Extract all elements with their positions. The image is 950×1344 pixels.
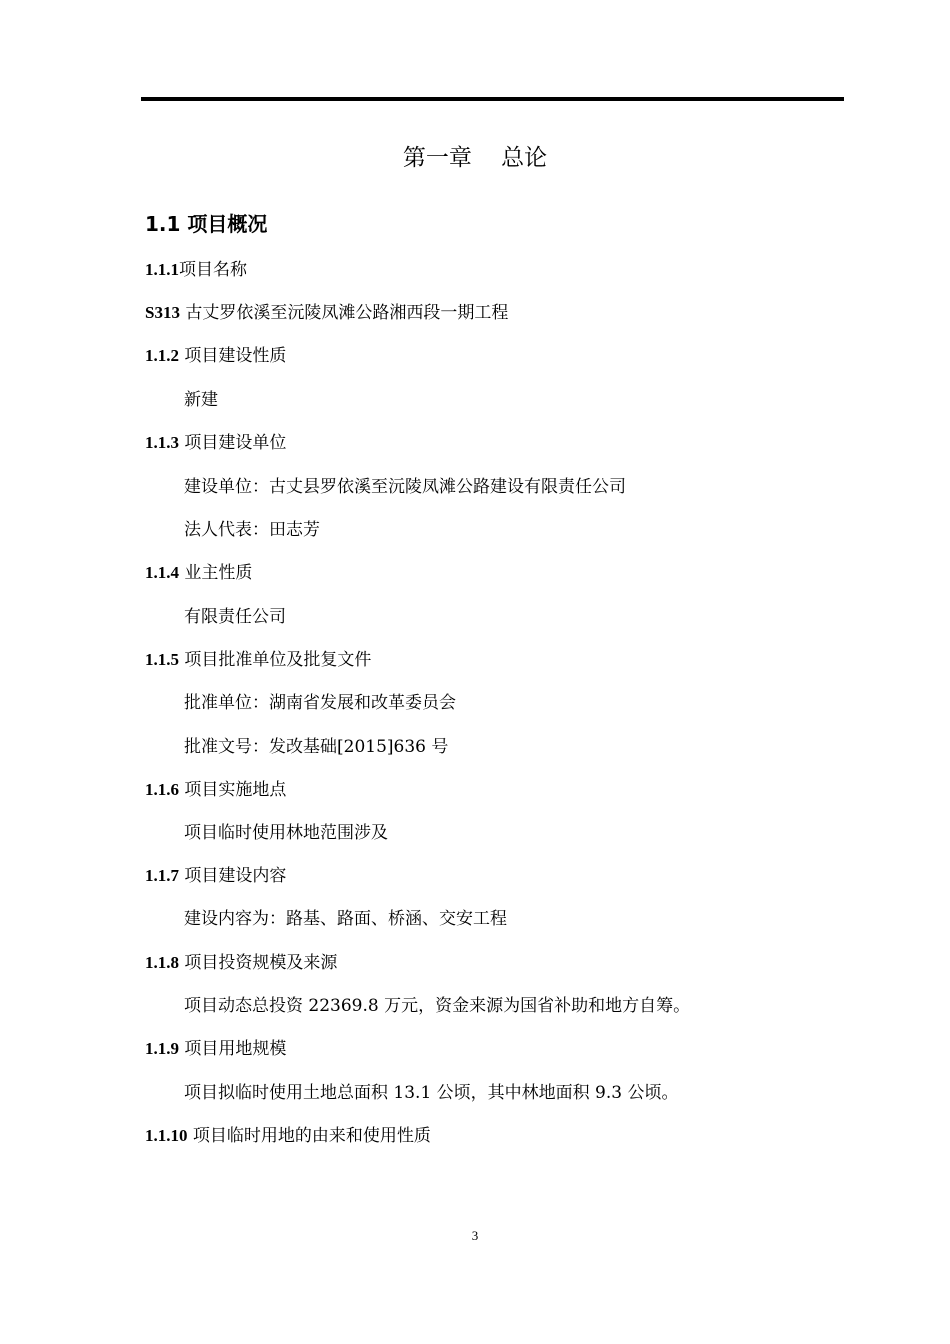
- owner-nature-text: 有限责任公司: [184, 607, 286, 627]
- project-name-line: [145, 300, 508, 326]
- subsection-number: 1.1.8: [145, 953, 179, 972]
- subsection-heading-1-1-9: [145, 1036, 286, 1062]
- subsection-label: 业主性质: [179, 563, 253, 583]
- subsection-number: 1.1.9: [145, 1039, 179, 1058]
- subsection-number: 1.1.10: [145, 1126, 188, 1145]
- subsection-label: 项目建设内容: [179, 866, 287, 886]
- subsection-label: 项目实施地点: [179, 780, 287, 800]
- construction-nature-text: 新建: [184, 390, 218, 410]
- subsection-label: 项目建设性质: [179, 346, 287, 366]
- land-scale-text: 项目拟临时使用土地总面积 13.1 公顷，其中林地面积 9.3 公顷。: [184, 1083, 679, 1103]
- subsection-heading-1-1-2: [145, 343, 286, 369]
- subsection-number: 1.1.3: [145, 433, 179, 452]
- header-rule: [141, 97, 844, 101]
- subsection-heading-1-1-3: [145, 430, 286, 456]
- legal-representative-text: 法人代表：田志芳: [184, 520, 320, 540]
- project-name: 古丈罗依溪至沅陵凤滩公路湘西段一期工程: [179, 303, 509, 323]
- subsection-heading-1-1-7: [145, 863, 286, 889]
- subsection-heading-1-1-1: [145, 257, 247, 283]
- subsection-number: 1.1.6: [145, 780, 179, 799]
- subsection-heading-1-1-4: [145, 560, 252, 586]
- project-location-text: 项目临时使用林地范围涉及: [184, 823, 388, 843]
- route-code: S313: [145, 303, 180, 322]
- subsection-label: 项目名称: [179, 260, 247, 280]
- subsection-label: 项目临时用地的由来和使用性质: [187, 1126, 431, 1146]
- subsection-number: 1.1.4: [145, 563, 179, 582]
- construction-unit-text: 建设单位：古丈县罗依溪至沅陵凤滩公路建设有限责任公司: [184, 477, 626, 497]
- section-heading: [145, 209, 267, 239]
- investment-text: 项目动态总投资 22369.8 万元，资金来源为国省补助和地方自筹。: [184, 996, 691, 1016]
- subsection-heading-1-1-8: [145, 950, 337, 976]
- subsection-label: 项目建设单位: [179, 433, 287, 453]
- page-number: 3: [471, 1228, 479, 1243]
- subsection-number: 1.1.2: [145, 346, 179, 365]
- subsection-heading-1-1-5: [145, 647, 371, 673]
- subsection-number: 1.1.5: [145, 650, 179, 669]
- construction-content-text: 建设内容为：路基、路面、桥涵、交安工程: [184, 909, 507, 929]
- subsection-label: 项目用地规模: [179, 1039, 287, 1059]
- subsection-number: 1.1.1: [145, 260, 179, 279]
- approval-unit-text: 批准单位：湖南省发展和改革委员会: [184, 693, 456, 713]
- subsection-label: 项目批准单位及批复文件: [179, 650, 372, 670]
- section-number: 1.1: [145, 212, 181, 236]
- chapter-title: 第一章 总论: [402, 145, 548, 171]
- subsection-number: 1.1.7: [145, 866, 179, 885]
- subsection-label: 项目投资规模及来源: [179, 953, 338, 973]
- approval-document-text: 批准文号：发改基础[2015]636 号: [184, 737, 449, 757]
- subsection-heading-1-1-10: [145, 1123, 431, 1149]
- section-title: 项目概况: [187, 212, 268, 236]
- subsection-heading-1-1-6: [145, 777, 286, 803]
